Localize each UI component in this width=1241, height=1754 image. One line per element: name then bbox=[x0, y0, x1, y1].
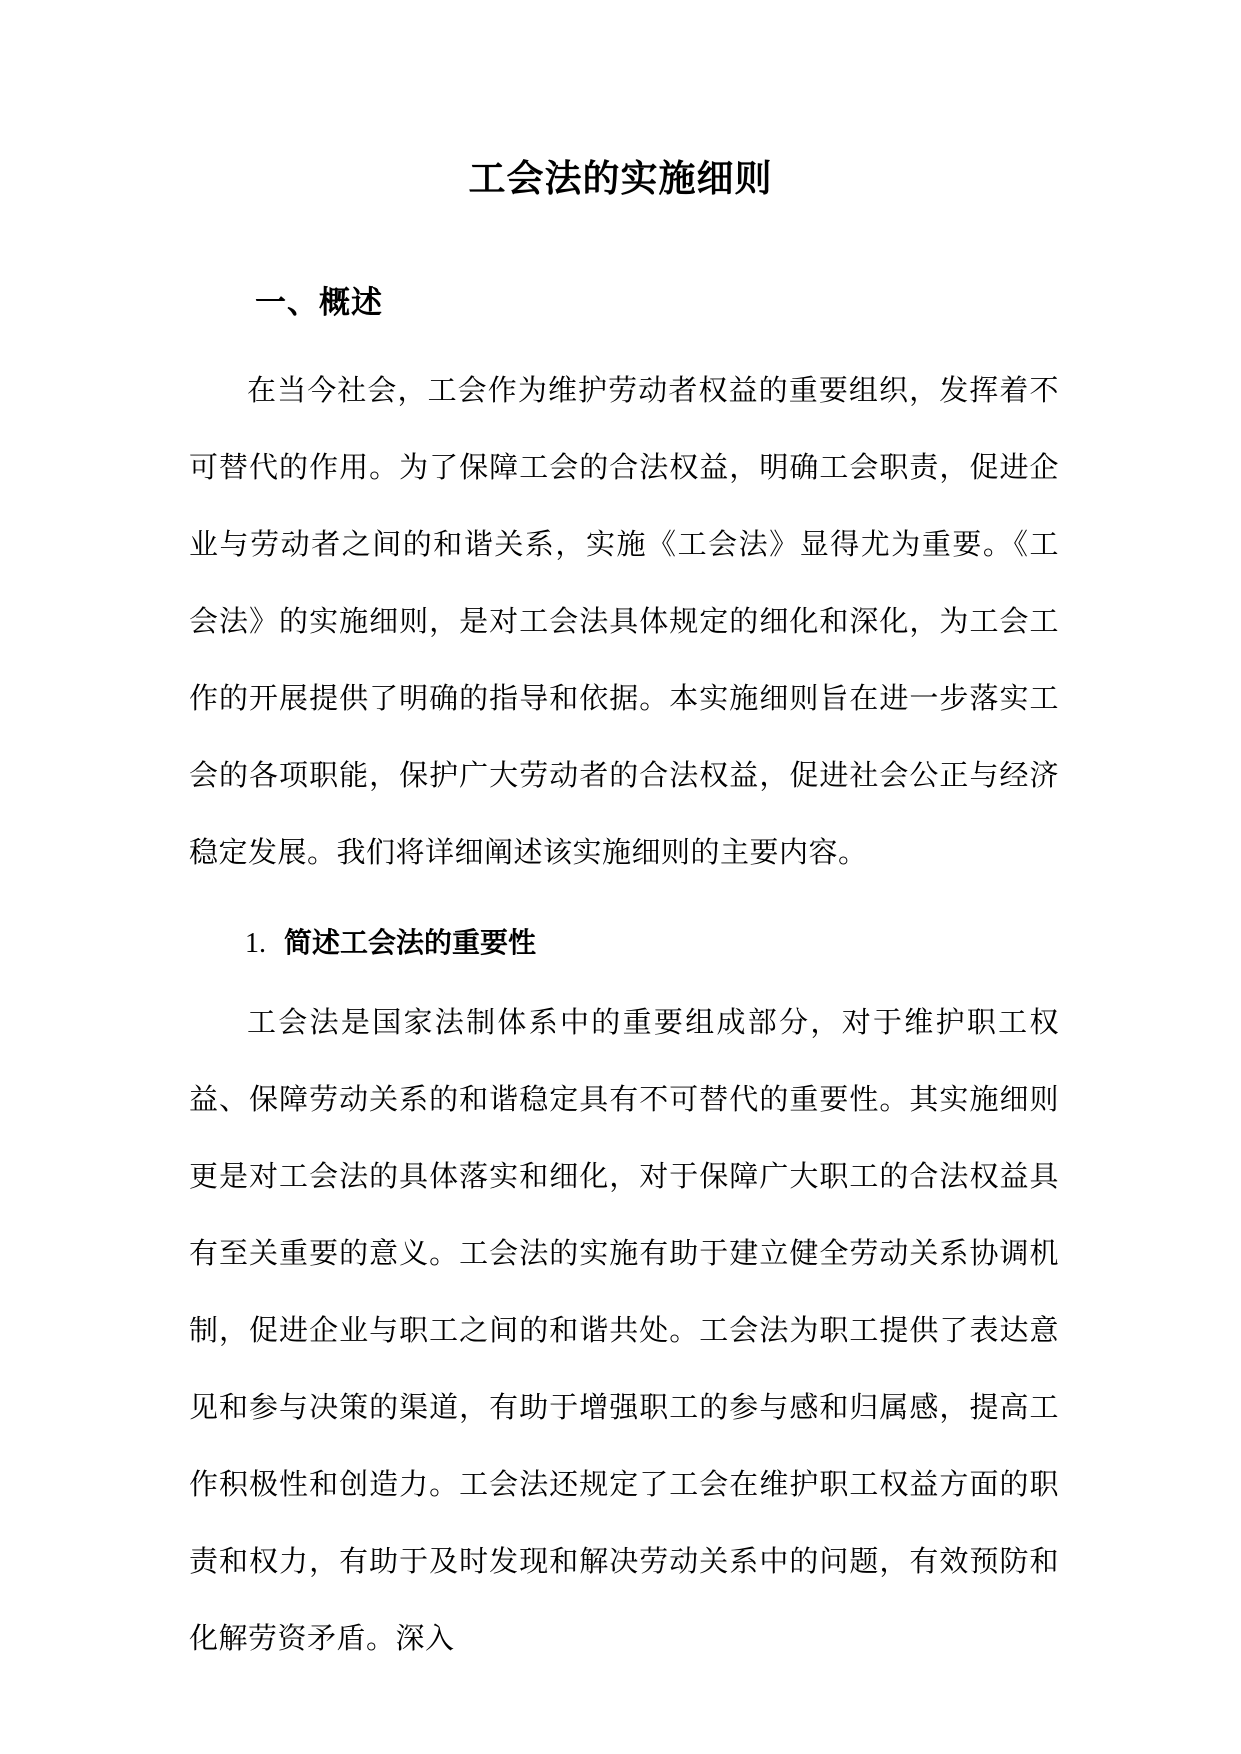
overview-paragraph: 在当今社会，工会作为维护劳动者权益的重要组织，发挥着不可替代的作用。为了保障工会的合法权益，明确工会职责，促进企业与劳动者之间的和谐关系，实施《工会法》显得尤为重要。《工会法》的实施细则，是对工会法具体规定的细化和深化，为工会工作的开展提供了明确的指导和依据。本实施细则旨在进一步落实工会的各项职能，保护广大劳动者的合法权益，促进社会公正与经济稳定发展。我们将详细阐述该实施细则的主要内容。 bbox=[189, 373, 1059, 869]
subsection-number: 1. bbox=[245, 928, 266, 959]
subsection-heading bbox=[245, 920, 536, 967]
section-heading-overview: 一、概述 bbox=[255, 285, 383, 321]
importance-paragraph: 工会法是国家法制体系中的重要组成部分，对于维护职工权益、保障劳动关系的和谐稳定具有不可替代的重要性。其实施细则更是对工会法的具体落实和细化，对于保障广大职工的合法权益具有至关重要的意义。工会法的实施有助于建立健全劳动关系协调机制，促进企业与职工之间的和谐共处。工会法为职工提供了表达意见和参与决策的渠道，有助于增强职工的参与感和归属感，提高工作积极性和创造力。工会法还规定了工会在维护职工权益方面的职责和权力，有助于及时发现和解决劳动关系中的问题，有效预防和化解劳资矛盾。深入 bbox=[189, 1005, 1059, 1655]
document-title: 工会法的实施细则 bbox=[468, 156, 773, 200]
subsection-heading-text: 简述工会法的重要性 bbox=[284, 926, 537, 959]
